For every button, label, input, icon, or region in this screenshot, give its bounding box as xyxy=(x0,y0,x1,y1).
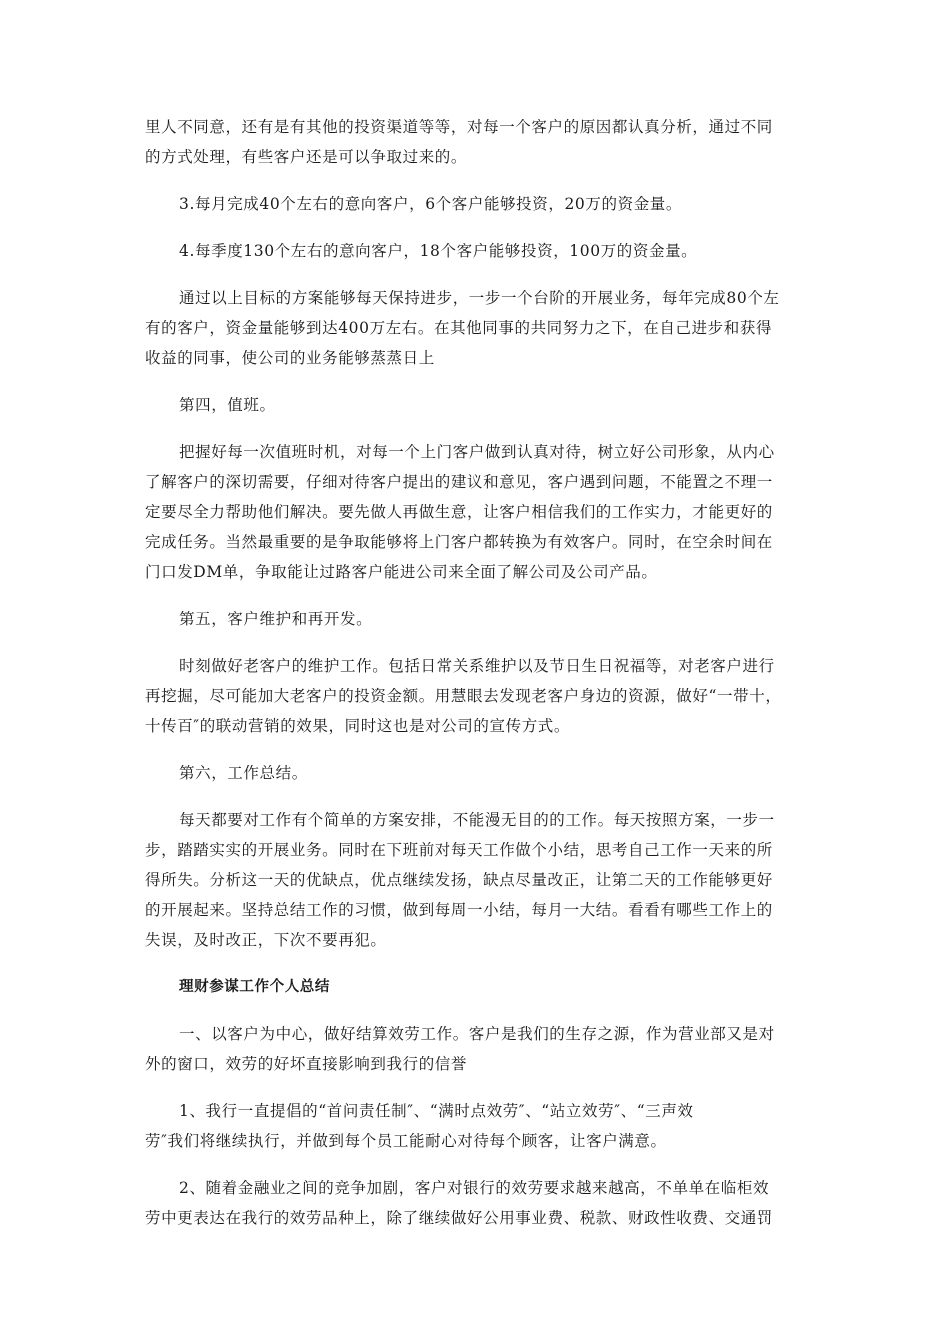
section-title-summary xyxy=(145,758,810,788)
text-line: 里人不同意，还有是有其他的投资渠道等等，对每一个客户的原因都认真分析，通过不同 xyxy=(145,118,773,136)
paragraph-customer-centric xyxy=(145,1019,810,1079)
text-line: 得所失。分析这一天的优缺点，优点继续发扬，缺点尽量改正，让第二天的工作能够更好 xyxy=(145,871,773,889)
text-line: 再挖掘，尽可能加大老客户的投资金额。用慧眼去发现老客户身边的资源，做好“一带十， xyxy=(145,687,782,705)
section-title-duty xyxy=(145,390,810,420)
text-line: 的方式处理，有些客户还是可以争取过来的。 xyxy=(145,148,468,166)
text-line: 有的客户，资金量能够到达400万左右。在其他同事的共同努力之下，在自己进步和获得 xyxy=(145,319,773,337)
document-body xyxy=(145,112,810,1250)
paragraph-summary xyxy=(145,805,810,955)
paragraph-maintenance xyxy=(145,651,810,741)
text-line: 2、随着金融业之间的竞争加剧，客户对银行的效劳要求越来越高，不单单在临柜效 xyxy=(179,1179,770,1197)
text-line: 劳中更表达在我行的效劳品种上，除了继续做好公用事业费、税款、财政性收费、交通罚 xyxy=(145,1209,773,1227)
document-heading: 理财参谋工作个人总结 xyxy=(179,979,330,995)
section-title-maintenance xyxy=(145,604,810,634)
text-line: 时刻做好老客户的维护工作。包括日常关系维护以及节日生日祝福等，对老客户进行 xyxy=(179,657,775,675)
text-line: 十传百″的联动营销的效果，同时这也是对公司的宣传方式。 xyxy=(145,717,570,735)
paragraph-continuation xyxy=(145,112,810,172)
text-line: 第六，工作总结。 xyxy=(179,764,308,782)
paragraph-competition xyxy=(145,1173,810,1233)
text-line: 1、我行一直提倡的“首问责任制″、“满时点效劳″、“站立效劳″、“三声效 xyxy=(179,1102,694,1120)
text-line: 收益的同事，使公司的业务能够蒸蒸日上 xyxy=(145,349,435,367)
text-line: 完成任务。当然最重要的是争取能够将上门客户都转换为有效客户。同时，在空余时间在 xyxy=(145,533,773,551)
text-line: 每天都要对工作有个简单的方案安排，不能漫无目的的工作。每天按照方案，一步一 xyxy=(179,811,775,829)
text-line: 3.每月完成40个左右的意向客户，6个客户能够投资，20万的资金量。 xyxy=(179,195,682,213)
text-line: 把握好每一次值班时机，对每一个上门客户做到认真对待，树立好公司形象，从内心 xyxy=(179,443,775,461)
text-line: 通过以上目标的方案能够每天保持进步，一步一个台阶的开展业务，每年完成80个左 xyxy=(179,289,780,307)
paragraph-annual-target xyxy=(145,283,810,373)
text-line: 外的窗口，效劳的好坏直接影响到我行的信誉 xyxy=(145,1055,468,1073)
paragraph-monthly-target xyxy=(145,189,810,219)
paragraph-service-policy xyxy=(145,1096,810,1156)
text-line: 步，踏踏实实的开展业务。同时在下班前对每天工作做个小结，思考自己工作一天来的所 xyxy=(145,841,773,859)
text-line: 门口发DM单，争取能让过路客户能进公司来全面了解公司及公司产品。 xyxy=(145,563,658,581)
text-line: 的开展起来。坚持总结工作的习惯，做到每周一小结，每月一大结。看看有哪些工作上的 xyxy=(145,901,773,919)
text-line: 劳″我们将继续执行，并做到每个员工能耐心对待每个顾客，让客户满意。 xyxy=(145,1132,667,1150)
paragraph-quarterly-target xyxy=(145,236,810,266)
text-line: 4.每季度130个左右的意向客户，18个客户能够投资，100万的资金量。 xyxy=(179,242,698,260)
text-line: 定要尽全力帮助他们解决。要先做人再做生意，让客户相信我们的工作实力，才能更好的 xyxy=(145,503,773,521)
text-line: 失误，及时改正，下次不要再犯。 xyxy=(145,931,387,949)
text-line: 第四，值班。 xyxy=(179,396,276,414)
text-line: 第五，客户维护和再开发。 xyxy=(179,610,373,628)
text-line: 了解客户的深切需要，仔细对待客户提出的建议和意见，客户遇到问题，不能置之不理一 xyxy=(145,473,773,491)
text-line: 一、以客户为中心，做好结算效劳工作。客户是我们的生存之源，作为营业部又是对 xyxy=(179,1025,775,1043)
paragraph-duty xyxy=(145,437,810,587)
